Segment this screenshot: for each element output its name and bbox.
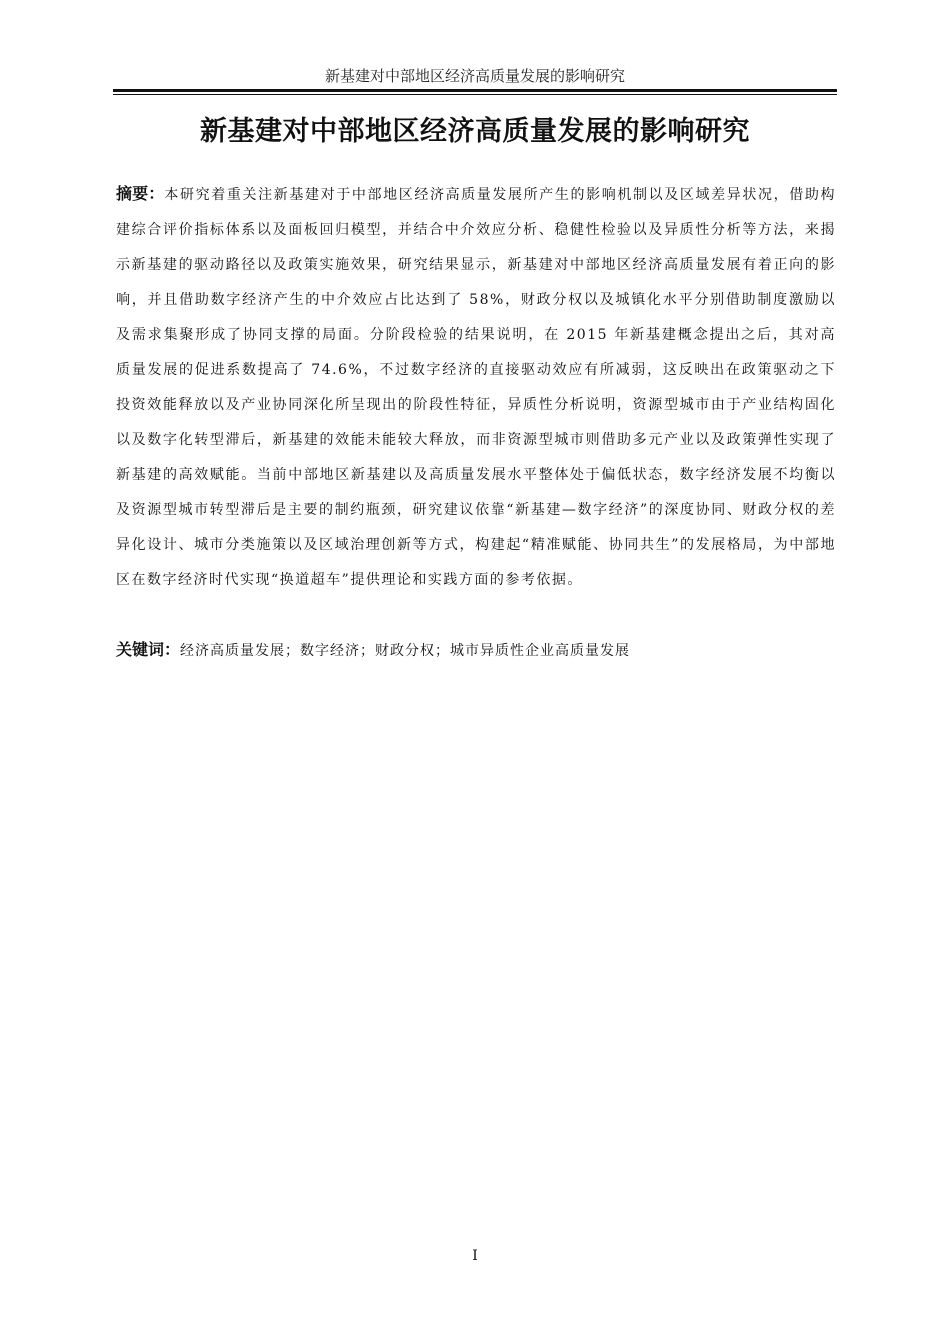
header-rule-thin	[113, 94, 837, 95]
page-number: I	[472, 1248, 478, 1264]
keywords-label: 关键词：	[116, 640, 181, 659]
document-title: 新基建对中部地区经济高质量发展的影响研究	[200, 116, 750, 147]
abstract-text: 本研究着重关注新基建对于中部地区经济高质量发展所产生的影响机制以及区域差异状况，借助构建综合评价指标体系以及面板回归模型，并结合中介效应分析、稳健性检验以及异质性分析等方法，来揭示新基建的驱动路径以及政策实施效果，研究结果显示，新基建对中部地区经济高质量发展有着正向的影响，并且借助数字经济产生的中介效应占比达到了 58%，财政分权以及城镇化水平分别借助制度激励以及需求集聚形成了协同支撑的局面。分阶段检验的结果说明，在 2015 年新基建概念提出之后，其对高质量发展的促进系数提高了 74.6%，不过数字经济的直接驱动效应有所减弱，这反映出在政策驱动之下投资效能释放以及产业协同深化所呈现出的阶段性特征，异质性分析说明，资源型城市由于产业结构固化以及数字化转型滞后，新基建的效能未能较大释放，而非资源型城市则借助多元产业以及政策弹性实现了新基建的高效赋能。当前中部地区新基建以及高质量发展水平整体处于偏低状态，数字经济发展不均衡以及资源型城市转型滞后是主要的制约瓶颈，研究建议依靠“新基建—数字经济”的深度协同、财政分权的差异化设计、城市分类施策以及区域治理创新等方式，构建起“精准赋能、协同共生”的发展格局，为中部地区在数字经济时代实现“换道超车”提供理论和实践方面的参考依据。	[116, 187, 836, 588]
keywords-text: 经济高质量发展；数字经济；财政分权；城市异质性企业高质量发展	[180, 643, 631, 659]
abstract-label: 摘要：	[116, 184, 165, 203]
header-rule	[113, 89, 837, 92]
abstract-paragraph	[116, 176, 836, 598]
keywords-paragraph	[116, 632, 836, 669]
running-header: 新基建对中部地区经济高质量发展的影响研究	[324, 67, 625, 85]
